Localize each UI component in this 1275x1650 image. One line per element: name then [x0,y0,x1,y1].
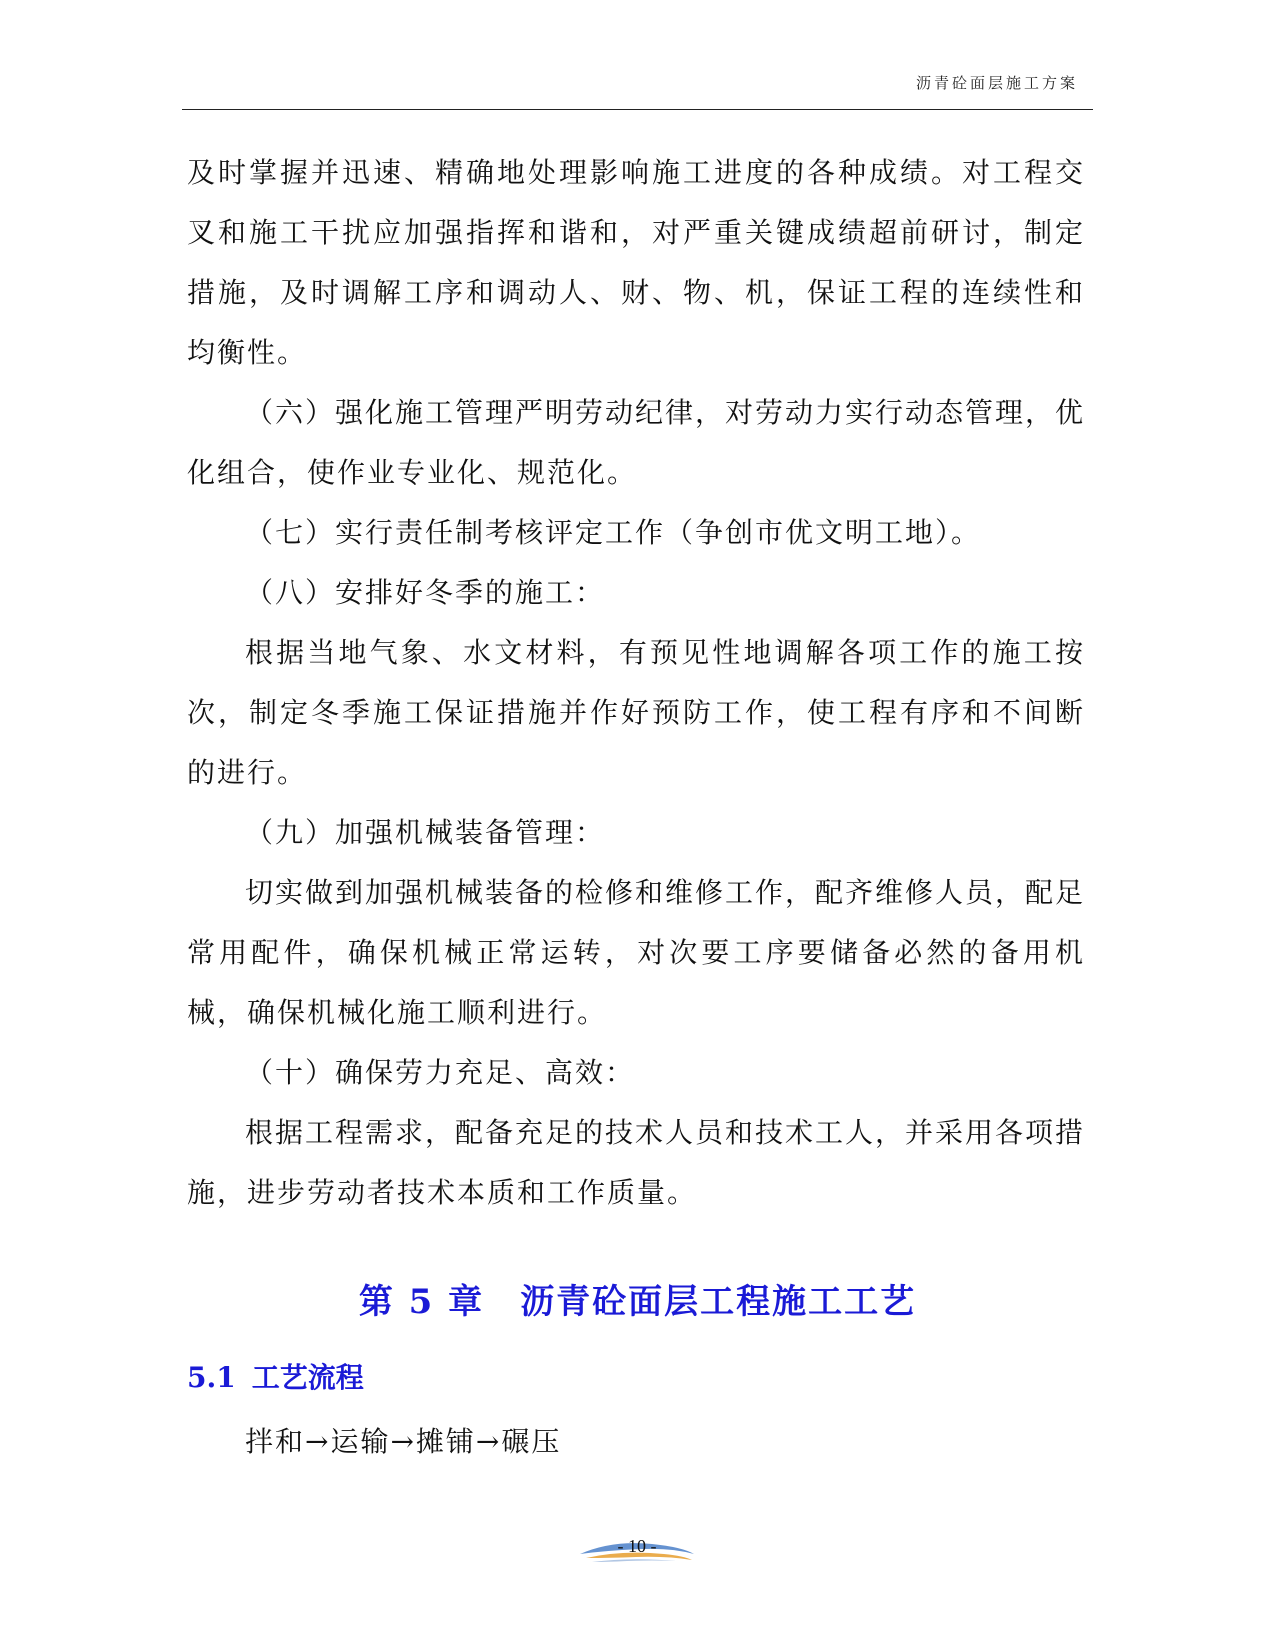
section-heading [187,1356,364,1396]
page-number: - 10 - [617,1536,657,1556]
paragraph-6: （九）加强机械装备管理： [245,816,606,849]
paragraph-4: （八）安排好冬季的施工： [245,576,606,609]
paragraph-2: （六）强化施工管理严明劳动纪律，对劳动力实行动态管理，优化组合，使作业专业化、规范化。 [187,396,1086,489]
section-title: 工艺流程 [251,1361,364,1394]
process-flow-text: 拌和→运输→摊铺→碾压 [245,1425,562,1458]
header-divider [182,109,1093,110]
paragraph-7: 切实做到加强机械装备的检修和维修工作，配齐维修人员，配足常用配件，确保机械正常运转，对次要工序要储备必然的备用机械，确保机械化施工顺利进行。 [187,876,1086,1029]
paragraph-5: 根据当地气象、水文材料，有预见性地调解各项工作的施工按次，制定冬季施工保证措施并作好预防工作，使工程有序和不间断的进行。 [187,636,1085,789]
body-text [187,143,1085,1223]
paragraph-1: 及时掌握并迅速、精确地处理影响施工进度的各种成绩。对工程交叉和施工干扰应加强指挥和谐和，对严重关键成绩超前研讨，制定措施，及时调解工序和调动人、财、物、机，保证工程的连续性和均衡性。 [187,156,1085,369]
chapter-number: 第 5 章 [358,1282,485,1322]
page-footer [572,1532,702,1572]
running-header-title: 沥青砼面层施工方案 [915,74,1078,92]
paragraph-8: （十）确保劳力充足、高效： [245,1056,636,1089]
chapter-title: 沥青砼面层工程施工工艺 [520,1282,917,1322]
paragraph-3: （七）实行责任制考核评定工作（争创市优文明工地）。 [245,516,982,549]
section-number: 5.1 [187,1361,236,1394]
chapter-heading [0,1274,1275,1323]
paragraph-9: 根据工程需求，配备充足的技术人员和技术工人，并采用各项措施，进步劳动者技术本质和工作质量。 [187,1116,1086,1209]
